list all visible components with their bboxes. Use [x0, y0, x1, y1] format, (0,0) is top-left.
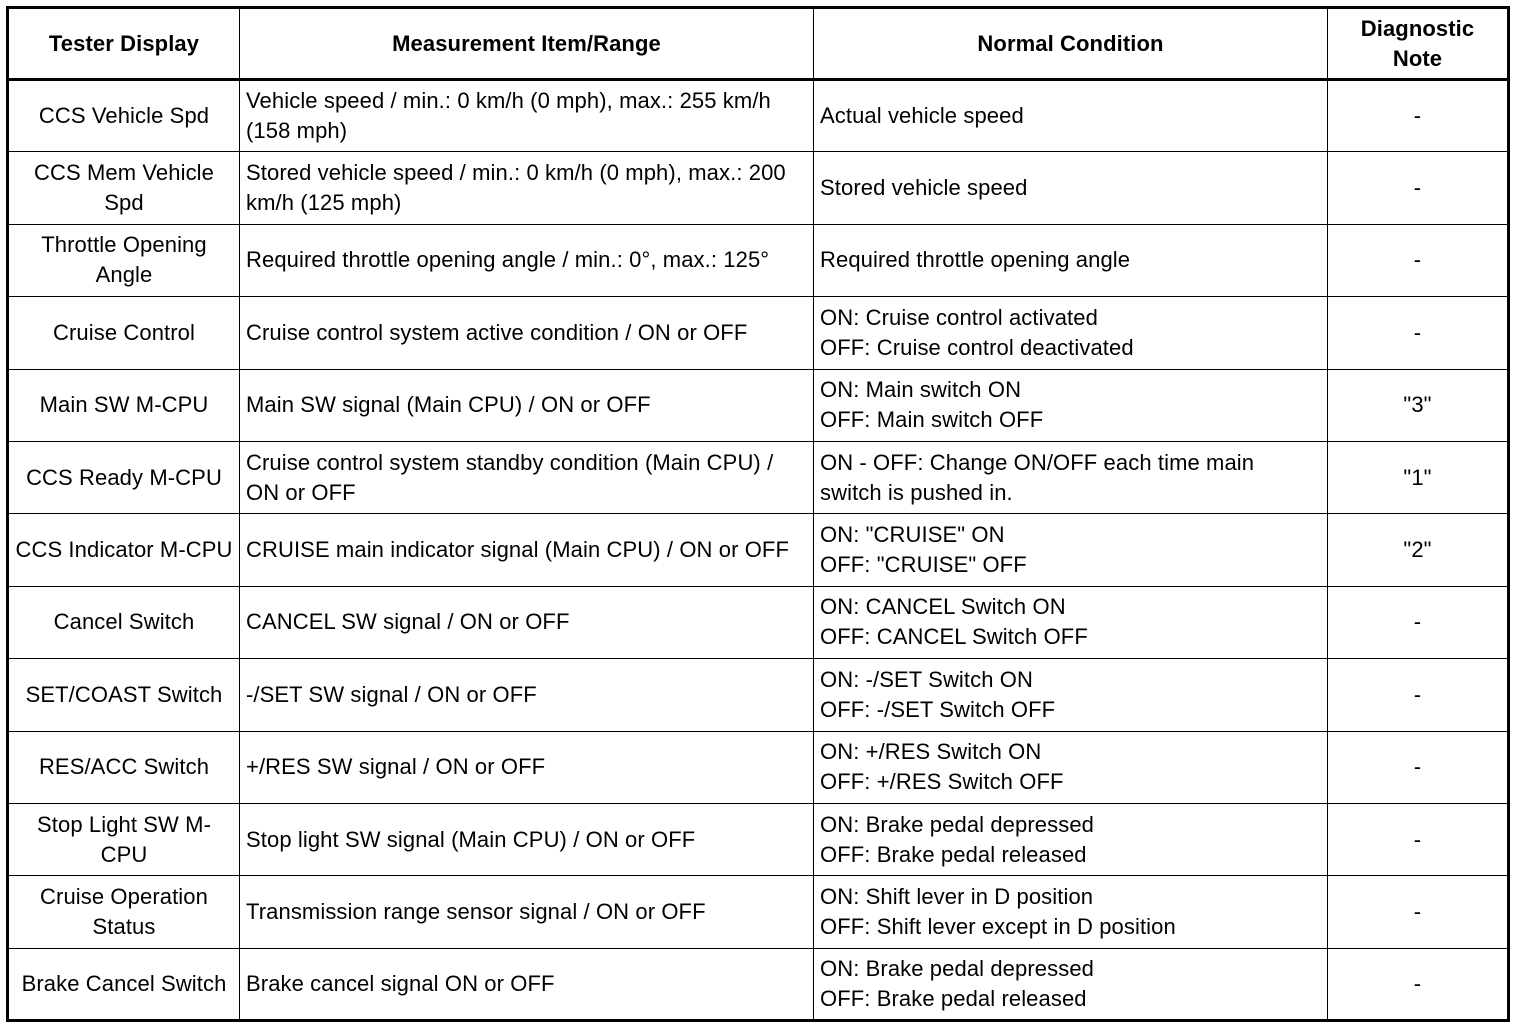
- normal-condition-line: OFF: Cruise control deactivated: [820, 334, 1134, 360]
- normal-condition-cell: [814, 441, 1328, 513]
- table-row: [8, 803, 1509, 875]
- header-diagnostic-note-line2: Note: [1392, 45, 1443, 71]
- header-tester-display: Tester Display: [8, 8, 240, 80]
- table-row: [8, 441, 1509, 513]
- measurement-item-cell: -/SET SW signal / ON or OFF: [240, 659, 814, 731]
- normal-condition-cell: [814, 803, 1328, 875]
- measurement-item-cell: Cruise control system standby condition (Main CPU) / ON or OFF: [240, 441, 814, 513]
- normal-condition-cell: [814, 514, 1328, 586]
- diagnostic-note-cell: -: [1328, 224, 1509, 296]
- table-row: [8, 948, 1509, 1020]
- diagnostic-note-cell: -: [1328, 297, 1509, 369]
- tester-display-cell: SET/COAST Switch: [8, 659, 240, 731]
- table-row: [8, 224, 1509, 296]
- measurement-item-cell: Transmission range sensor signal / ON or OFF: [240, 876, 814, 948]
- tester-display-cell: Brake Cancel Switch: [8, 948, 240, 1020]
- normal-condition-cell: [814, 731, 1328, 803]
- measurement-item-cell: Cruise control system active condition / ON or OFF: [240, 297, 814, 369]
- normal-condition-line: OFF: -/SET Switch OFF: [820, 696, 1056, 722]
- measurement-item-cell: Vehicle speed / min.: 0 km/h (0 mph), max.: 255 km/h (158 mph): [240, 80, 814, 152]
- normal-condition-line: ON: -/SET Switch ON: [820, 666, 1033, 692]
- normal-condition-cell: [814, 659, 1328, 731]
- normal-condition-line: ON: Brake pedal depressed: [820, 811, 1094, 837]
- table-row: [8, 586, 1509, 658]
- diagnostic-note-cell: -: [1328, 731, 1509, 803]
- normal-condition-line: ON: Cruise control activated: [820, 304, 1098, 330]
- measurement-item-cell: Stop light SW signal (Main CPU) / ON or OFF: [240, 803, 814, 875]
- table-header: [8, 8, 1509, 80]
- normal-condition-line: OFF: Shift lever except in D position: [820, 913, 1176, 939]
- table-row: [8, 80, 1509, 152]
- diagnostic-note-cell: -: [1328, 948, 1509, 1020]
- diagnostic-note-cell: -: [1328, 80, 1509, 152]
- header-normal-condition: Normal Condition: [814, 8, 1328, 80]
- normal-condition-line: OFF: CANCEL Switch OFF: [820, 624, 1088, 650]
- table-row: [8, 514, 1509, 586]
- data-list-table: [6, 6, 1510, 1022]
- normal-condition-line: OFF: Main switch OFF: [820, 407, 1044, 433]
- normal-condition-line: Required throttle opening angle: [820, 247, 1131, 273]
- tester-display-cell: CCS Vehicle Spd: [8, 80, 240, 152]
- normal-condition-cell: [814, 224, 1328, 296]
- tester-display-cell: Cancel Switch: [8, 586, 240, 658]
- measurement-item-cell: Main SW signal (Main CPU) / ON or OFF: [240, 369, 814, 441]
- normal-condition-line: ON - OFF: Change ON/OFF each time main switch is pushed in.: [820, 449, 1255, 505]
- tester-display-cell: Cruise Control: [8, 297, 240, 369]
- measurement-item-cell: Stored vehicle speed / min.: 0 km/h (0 mph), max.: 200 km/h (125 mph): [240, 152, 814, 224]
- diagnostic-note-cell: -: [1328, 876, 1509, 948]
- normal-condition-line: OFF: Brake pedal released: [820, 841, 1087, 867]
- normal-condition-cell: [814, 948, 1328, 1020]
- table-row: [8, 876, 1509, 948]
- table-row: [8, 152, 1509, 224]
- measurement-item-cell: Brake cancel signal ON or OFF: [240, 948, 814, 1020]
- normal-condition-line: OFF: Brake pedal released: [820, 985, 1087, 1011]
- tester-display-cell: CCS Mem Vehicle Spd: [8, 152, 240, 224]
- normal-condition-cell: [814, 876, 1328, 948]
- diagnostic-note-cell: -: [1328, 803, 1509, 875]
- diagnostic-note-cell: "1": [1328, 441, 1509, 513]
- normal-condition-cell: [814, 297, 1328, 369]
- header-row: [8, 8, 1509, 80]
- measurement-item-cell: +/RES SW signal / ON or OFF: [240, 731, 814, 803]
- normal-condition-line: ON: Shift lever in D position: [820, 883, 1094, 909]
- normal-condition-line: ON: Main switch ON: [820, 377, 1022, 403]
- table-row: [8, 369, 1509, 441]
- normal-condition-cell: [814, 369, 1328, 441]
- normal-condition-cell: [814, 80, 1328, 152]
- table-body: [8, 80, 1509, 1021]
- tester-display-cell: RES/ACC Switch: [8, 731, 240, 803]
- measurement-item-cell: Required throttle opening angle / min.: 0°, max.: 125°: [240, 224, 814, 296]
- diagnostic-note-cell: -: [1328, 659, 1509, 731]
- normal-condition-line: Actual vehicle speed: [820, 103, 1024, 129]
- normal-condition-line: OFF: +/RES Switch OFF: [820, 769, 1064, 795]
- tester-display-cell: Cruise Operation Status: [8, 876, 240, 948]
- header-diagnostic-note: [1328, 8, 1509, 80]
- tester-display-cell: CCS Indicator M-CPU: [8, 514, 240, 586]
- table-row: [8, 297, 1509, 369]
- header-diagnostic-note-line1: Diagnostic: [1360, 15, 1475, 41]
- tester-display-cell: Stop Light SW M-CPU: [8, 803, 240, 875]
- diagnostic-note-cell: "2": [1328, 514, 1509, 586]
- normal-condition-cell: [814, 152, 1328, 224]
- normal-condition-line: ON: Brake pedal depressed: [820, 955, 1094, 981]
- normal-condition-line: OFF: "CRUISE" OFF: [820, 552, 1027, 578]
- tester-display-cell: CCS Ready M-CPU: [8, 441, 240, 513]
- tester-display-cell: Main SW M-CPU: [8, 369, 240, 441]
- normal-condition-line: ON: "CRUISE" ON: [820, 522, 1005, 548]
- table-row: [8, 659, 1509, 731]
- measurement-item-cell: CANCEL SW signal / ON or OFF: [240, 586, 814, 658]
- tester-display-cell: Throttle Opening Angle: [8, 224, 240, 296]
- header-measurement-item: Measurement Item/Range: [240, 8, 814, 80]
- table-row: [8, 731, 1509, 803]
- diagnostic-note-cell: -: [1328, 152, 1509, 224]
- normal-condition-line: ON: +/RES Switch ON: [820, 739, 1042, 765]
- diagnostic-note-cell: "3": [1328, 369, 1509, 441]
- normal-condition-cell: [814, 586, 1328, 658]
- normal-condition-line: Stored vehicle speed: [820, 175, 1028, 201]
- measurement-item-cell: CRUISE main indicator signal (Main CPU) / ON or OFF: [240, 514, 814, 586]
- diagnostic-note-cell: -: [1328, 586, 1509, 658]
- normal-condition-line: ON: CANCEL Switch ON: [820, 594, 1066, 620]
